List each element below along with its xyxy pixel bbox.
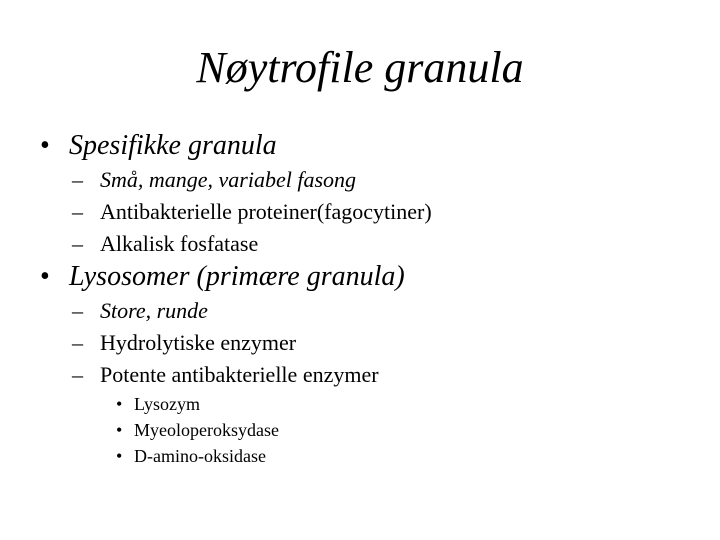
section-heading-paren: (primære granula) (189, 261, 405, 292)
dash-marker: – (72, 199, 83, 224)
list-item-text: Antibakterielle proteiner(fagocytiner) (100, 199, 432, 224)
bullet-marker: • (116, 394, 123, 414)
sub-list-item-text: D-amino-oksidase (134, 446, 266, 466)
list-item-text: Små, mange, variabel fasong (100, 167, 357, 192)
dash-marker: – (72, 330, 83, 355)
dash-marker: – (72, 298, 83, 323)
dash-marker: – (72, 231, 83, 256)
sub-list-item-text: Myeoloperoksydase (134, 420, 279, 440)
slide-title: Nøytrofile granula (196, 43, 524, 92)
section-heading-main: Lysosomer (69, 261, 190, 292)
bullet-marker: • (40, 261, 50, 292)
dash-marker: – (72, 167, 83, 192)
list-item-text: Potente antibakterielle enzymer (100, 362, 379, 387)
sub-list-item-text: Lysozym (134, 394, 200, 414)
list-item-text: Hydrolytiske enzymer (100, 330, 297, 355)
bullet-marker: • (116, 446, 123, 466)
list-item-text: Store, runde (100, 298, 208, 323)
section-heading-text (69, 260, 405, 294)
bullet-marker: • (40, 130, 50, 161)
section-heading-text: Spesifikke granula (69, 130, 277, 161)
bullet-marker: • (116, 420, 123, 440)
dash-marker: – (72, 362, 83, 387)
list-item-text: Alkalisk fosfatase (100, 231, 259, 256)
